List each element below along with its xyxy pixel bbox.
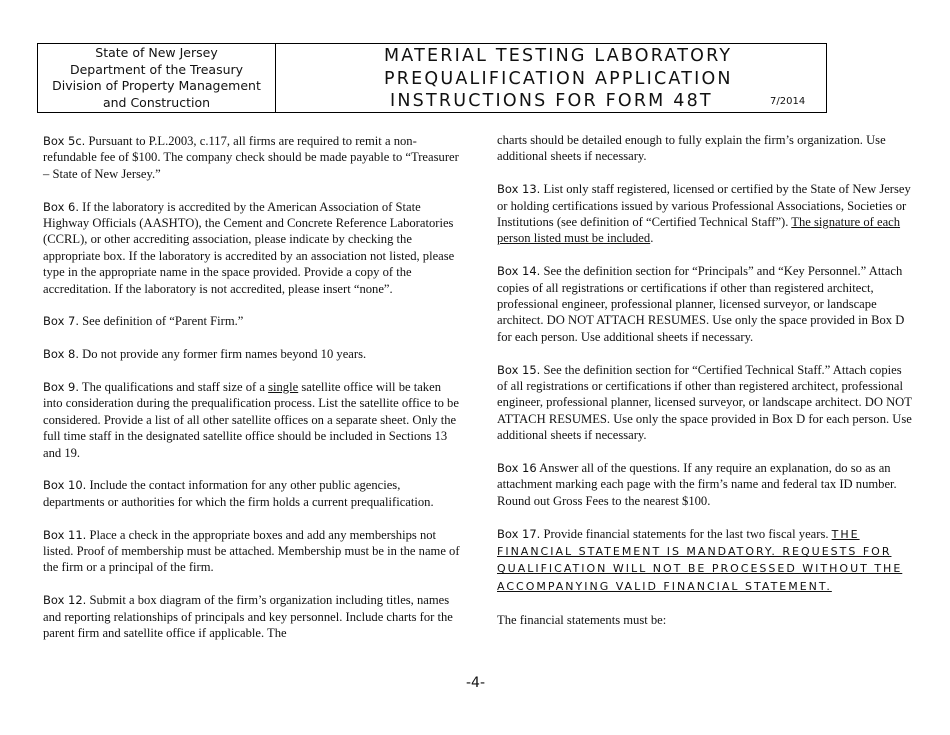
right-column [497, 132, 913, 644]
box-12-paragraph [43, 592, 461, 641]
box-text: The qualifications and staff size of a [79, 380, 269, 395]
agency-line: Division of Property Management [52, 78, 261, 93]
box-label: Box 11. [43, 527, 87, 542]
box-15-paragraph [497, 362, 913, 444]
box-10-paragraph [43, 477, 461, 510]
box-11-paragraph [43, 527, 461, 576]
box-label: Box 7. [43, 314, 80, 329]
mandatory-notice: THE FINANCIAL STATEMENT IS MANDATORY. REQUESTS FOR QUALIFICATION WILL NOT BE PROCESSED WITHOUT THE ACCOMPANYING VALID FINANCIAL STATEMENT. [497, 527, 903, 593]
box-text: If the laboratory is accredited by the American Association of State Highway Officials (AASHTO), the Cement and Concrete Reference Laboratories (CCRL), or other accrediting association, please indicate by checking the appropriate box. If the laboratory is accredited by an association not listed, please type in the appropriate name in the space provided. Provide a copy of the accreditation. If the laboratory is not accredited, please insert “none”. [43, 199, 455, 296]
box-label: Box 9. [43, 380, 80, 395]
box-label: Box 6. [43, 199, 80, 214]
box-6-paragraph [43, 199, 461, 297]
box-text: Pursuant to P.L.2003, c.117, all firms are required to remit a non-refundable fee of $100. The company check should be made payable to “Treasurer – State of New Jersey.” [43, 134, 459, 181]
box-5c-paragraph [43, 133, 461, 182]
box-label: Box 8. [43, 347, 80, 362]
title-line: INSTRUCTIONS FOR FORM 48T [390, 91, 713, 111]
box-text: See the definition section for “Principals” and “Key Personnel.” Attach copies of all registrations or certifications if other than registered architect, professional engineer, professional planner, licensed surveyor, or landscape architect. DO NOT ATTACH RESUMES. Use only the space provided in Box D for each person. Use additional sheets if necessary. [497, 264, 905, 344]
box-label: Box 16 [497, 461, 537, 476]
agency-line: State of New Jersey [95, 45, 218, 60]
page-number: -4- [466, 675, 486, 691]
box-label: Box 5c. [43, 134, 86, 148]
emphasis-text: The signature of each person listed must be included [497, 215, 901, 246]
box-text: See the definition section for “Certified Technical Staff.” Attach copies of all registrations or certifications if other than registered architect, professional engineer, professional planner, licensed surveyor, or landscape architect. DO NOT ATTACH RESUMES. Use only the space provided in Box D for each person. Use additional sheets if necessary. [497, 362, 912, 443]
box-7-paragraph [43, 313, 461, 329]
box-14-paragraph [497, 263, 913, 345]
title-line: MATERIAL TESTING LABORATORY [384, 46, 733, 66]
box-label: Box 10. [43, 478, 87, 493]
box-label: Box 17. [497, 526, 541, 541]
box-label: Box 12. [43, 593, 87, 608]
header-box [37, 43, 827, 113]
box-text: Place a check in the appropriate boxes and add any memberships not listed. Proof of membership must be attached. Membership must be in the name of the firm or a principal of the firm. [43, 527, 460, 575]
agency-block [38, 44, 276, 113]
box-text: Answer all of the questions. If any require an explanation, do so as an attachment marking each page with the firm’s name and federal tax ID number. Round out Gross Fees to the nearest $100. [497, 461, 897, 508]
box-label: Box 14. [497, 264, 541, 279]
box-text: Do not provide any former firm names beyond 10 years. [79, 347, 367, 362]
box-label: Box 15. [497, 362, 541, 377]
emphasis-text: single [268, 380, 299, 395]
box-text: Include the contact information for any other public agencies, departments or authorities for which the firm holds a current prequalification. [43, 478, 434, 509]
left-column [43, 133, 461, 658]
box-text: Submit a box diagram of the firm’s organization including titles, names and reporting relationships of principals and key personnel. Include charts for the parent firm and satellite office if applicable. The [43, 593, 453, 641]
box-text: . [650, 231, 654, 246]
box-12-continued: charts should be detailed enough to fully explain the firm’s organization. Use additional sheets if necessary. [497, 133, 886, 164]
box-13-paragraph [497, 181, 913, 247]
box-text: List only staff registered, licensed or certified by the State of New Jersey or holding certifications issued by various Professional Associations, Societies or Institutions (see definition of “Certified Technical Staff”). [497, 182, 911, 230]
box-17-paragraph [497, 526, 913, 596]
title-line: PREQUALIFICATION APPLICATION [384, 68, 733, 89]
box-16-paragraph [497, 460, 913, 509]
box-text: See definition of “Parent Firm.” [79, 314, 244, 329]
box-text: Provide financial statements for the last two fiscal years. [540, 526, 832, 541]
revision-date: 7/2014 [770, 96, 806, 107]
closing-line: The financial statements must be: [497, 612, 667, 627]
box-8-paragraph [43, 346, 461, 362]
box-9-paragraph [43, 379, 461, 461]
agency-line: and Construction [102, 94, 211, 110]
box-label: Box 13. [497, 182, 541, 197]
box-text: satellite office will be taken into consideration during the prequalification process. List the satellite office to be considered. Provide a list of all other satellite offices on a separate sheet. Only the full time staff in the designated satellite office should be included in Sections 13 and 19. [43, 380, 459, 460]
form-title [384, 45, 733, 113]
agency-line: Department of the Treasury [69, 61, 244, 77]
